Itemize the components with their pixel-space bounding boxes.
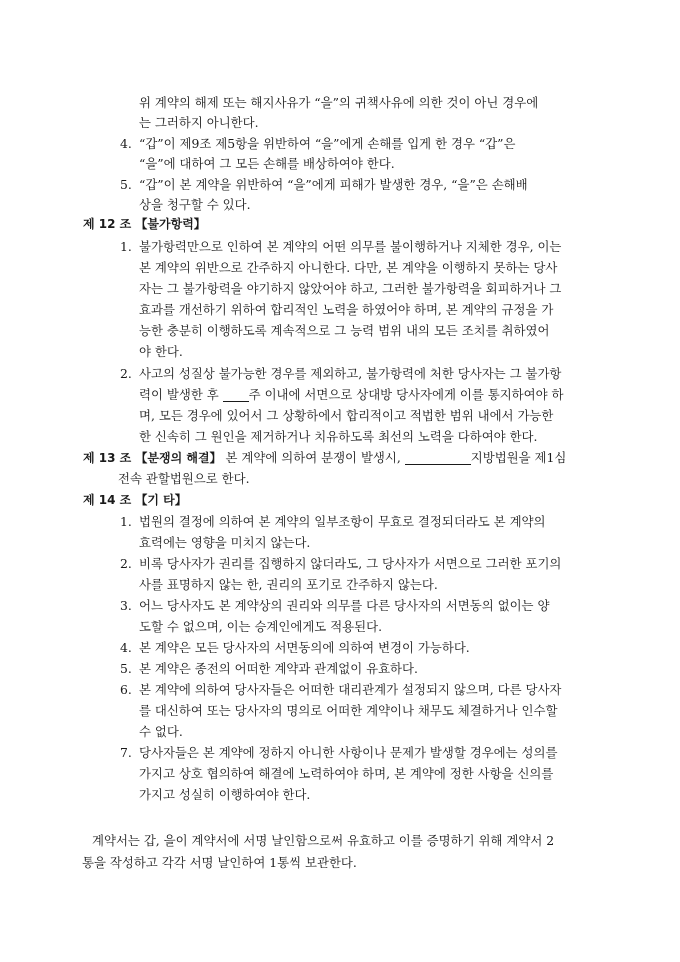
clause-text-line: 본 계약은 모든 당사자의 서면동의에 의하여 변경이 가능하다.: [139, 640, 470, 655]
clause-text-line: “갑”이 제9조 제5항을 위반하여 “을”에게 손해를 입게 한 경우 “갑”은: [139, 136, 516, 151]
item-number: 4.: [120, 640, 132, 655]
article-heading: 제 14 조 【기 타】: [83, 493, 187, 507]
item-number: 5.: [120, 177, 132, 192]
fill-in-blank-weeks[interactable]: [223, 387, 249, 402]
clause-text-line: 한 신속히 그 원인을 제거하거나 치유하도록 최선의 노력을 다하여야 한다.: [139, 429, 538, 444]
clause-text-line: 상을 청구할 수 있다.: [139, 197, 251, 212]
clause-text-line: 본 계약의 위반으로 간주하지 아니한다. 다만, 본 계약을 이행하지 못하는 당사: [139, 260, 558, 275]
clause-text-line: 효과를 개선하기 위하여 합리적인 노력을 하였어야 하며, 본 계약의 규정을 가: [139, 302, 554, 317]
clause-text-line: 도할 수 없으며, 이는 승계인에게도 적용된다.: [139, 619, 383, 634]
clause-text-line: “을”에 대하여 그 모든 손해를 배상하여야 한다.: [139, 156, 395, 171]
clause-text-line: 당사자들은 본 계약에 정하지 아니한 사항이나 문제가 발생할 경우에는 성의를: [139, 745, 558, 760]
clause-text-line: 야 한다.: [139, 344, 183, 359]
clause-text-line: 가지고 성실히 이행하여야 한다.: [139, 787, 311, 802]
clause-text-line: 며, 모든 경우에 있어서 그 상황하에서 합리적이고 적법한 범위 내에서 가능한: [139, 408, 554, 423]
clause-text-line: 가지고 상호 협의하여 해결에 노력하여야 하며, 본 계약에 정한 사항을 신의를: [139, 766, 554, 781]
item-number: 7.: [120, 745, 132, 760]
closing-text-line: 통을 작성하고 각각 서명 날인하여 1통씩 보관한다.: [82, 855, 357, 870]
clause-text-line: 사를 표명하지 않는 한, 권리의 포기로 간주하지 않는다.: [139, 577, 438, 592]
article-heading: 제 13 조 【분쟁의 해결】: [83, 451, 222, 465]
item-number: 1.: [120, 239, 132, 254]
item-number: 1.: [120, 514, 132, 529]
item-number: 3.: [120, 598, 132, 613]
clause-text-segment: 본 계약에 의하여 분쟁이 발생시,: [225, 450, 401, 465]
clause-text-line: 를 대신하여 또는 당사자의 명의로 어떠한 계약이나 채무도 체결하거나 인수할: [139, 703, 558, 718]
article-heading: 제 12 조 【불가항력】: [83, 217, 206, 231]
clause-text-line: 본 계약에 의하여 당사자들은 어떠한 대리관계가 설정되지 않으며, 다른 당사자: [139, 682, 562, 697]
clause-text-segment: 주 이내에 서면으로 상대방 당사자에게 이를 통지하여야 하: [248, 387, 564, 402]
clause-text-segment: 지방법원을 제1심: [470, 450, 567, 465]
item-number: 2.: [120, 366, 132, 381]
clause-text-line: 위 계약의 해제 또는 해지사유가 “을”의 귀책사유에 의한 것이 아닌 경우에: [139, 95, 539, 110]
closing-text-line: 계약서는 갑, 을이 계약서에 서명 날인함으로써 유효하고 이를 증명하기 위해 계약서 2: [92, 833, 555, 848]
item-number: 6.: [120, 682, 132, 697]
clause-text-line: 전속 관할법원으로 한다.: [118, 471, 250, 486]
clause-text-line: 어느 당사자도 본 계약상의 권리와 의무를 다른 당사자의 서면동의 없이는 양: [139, 598, 550, 613]
clause-text-line: “갑”이 본 계약을 위반하여 “을”에게 피해가 발생한 경우, “을”은 손해배: [139, 177, 528, 192]
clause-text-segment: 력이 발생한 후: [139, 387, 219, 402]
clause-text-line-with-blank: [139, 385, 564, 405]
clause-text-line: 본 계약은 종전의 어떠한 계약과 관계없이 유효하다.: [139, 661, 418, 676]
clause-text-line: 효력에는 영향을 미치지 않는다.: [139, 535, 311, 550]
clause-text-line: 사고의 성질상 불가능한 경우를 제외하고, 불가항력에 처한 당사자는 그 불가항: [139, 366, 562, 381]
clause-text-line: 비록 당사자가 권리를 집행하지 않더라도, 그 당사자가 서면으로 그러한 포기의: [139, 556, 562, 571]
item-number: 4.: [120, 136, 132, 151]
clause-text-line: 는 그러하지 아니한다.: [139, 115, 259, 130]
clause-text-line: 불가항력만으로 인하여 본 계약의 어떤 의무를 불이행하거나 지체한 경우, 이는: [139, 239, 562, 254]
clause-text-line: 수 없다.: [139, 724, 183, 739]
item-number: 5.: [120, 661, 132, 676]
clause-text-line: 자는 그 불가항력을 야기하지 않았어야 하고, 그러한 불가항력을 회피하거나 그: [139, 281, 562, 296]
item-number: 2.: [120, 556, 132, 571]
fill-in-blank-court[interactable]: [405, 450, 471, 465]
clause-text-line: 법원의 결정에 의하여 본 계약의 일부조항이 무효로 결정되더라도 본 계약의: [139, 514, 546, 529]
clause-text-line: 능한 충분히 이행하도록 계속적으로 그 능력 범위 내의 모든 조치를 취하였어: [139, 323, 550, 338]
article-13-first-line: [83, 448, 566, 468]
